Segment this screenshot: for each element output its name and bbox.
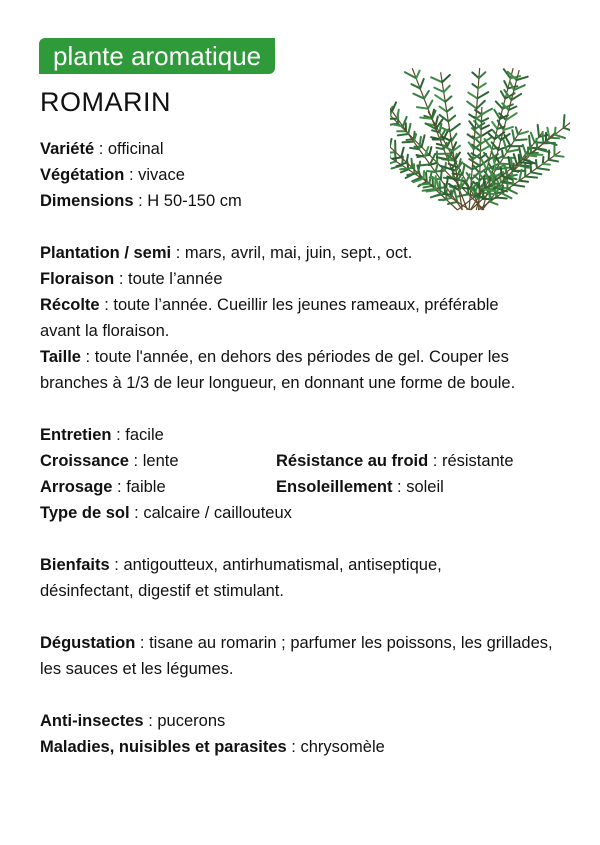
row-arrosage-ensoleillement [40,474,575,500]
field-floraison [40,266,575,292]
field-anti-insectes [40,708,575,734]
field-value: : officinal [94,140,164,158]
field-value: : vivace [124,166,185,184]
field-label: Bienfaits [40,556,110,574]
field-label: Variété [40,140,95,158]
field-value: : H 50-150 cm [133,192,242,210]
field-recolte [40,292,510,344]
field-value: : lente [128,452,179,470]
field-value: : mars, avril, mai, juin, sept., oct. [171,244,413,262]
field-entretien [40,422,575,448]
field-maladies [40,734,575,760]
field-variete [40,136,575,162]
field-value: : chrysomèle [286,738,385,756]
field-label: Arrosage [40,478,113,496]
field-label: Type de sol [40,504,130,522]
field-taille [40,344,560,396]
field-value: : calcaire / caillouteux [129,504,292,522]
field-label: Anti-insectes [40,712,144,730]
field-value: : faible [112,478,166,496]
field-label: Croissance [40,452,129,470]
field-degustation [40,630,560,682]
field-value: : toute l'année, en dehors des périodes de gel. Couper les branches à 1/3 de leur longueur, en donnant une forme de boule. [40,348,516,392]
field-value: : tisane au romarin ; parfumer les poissons, les grillades, les sauces et les légumes. [40,634,553,678]
field-plantation [40,240,575,266]
field-value: : toute l’année. Cueillir les jeunes rameaux, préférable avant la floraison. [40,296,499,340]
field-label: Taille [40,348,81,366]
field-value: : résistante [428,452,514,470]
field-value: : soleil [392,478,444,496]
field-dimensions [40,188,575,214]
field-bienfaits [40,552,520,604]
field-label: Floraison [40,270,115,288]
field-label: Résistance au froid [276,452,429,470]
field-value: : pucerons [143,712,226,730]
field-label: Dimensions [40,192,134,210]
field-sol [40,500,575,526]
field-label: Maladies, nuisibles et parasites [40,738,287,756]
field-croissance [40,448,179,474]
category-badge: plante aromatique [39,38,275,74]
field-label: Récolte [40,296,100,314]
field-value: : facile [111,426,164,444]
field-arrosage [40,474,166,500]
field-label: Dégustation [40,634,136,652]
field-resistance [276,448,514,474]
field-value: : antigoutteux, antirhumatismal, antiseptique, désinfectant, digestif et stimulant. [40,556,442,600]
page-title: ROMARIN [40,87,171,117]
field-ensoleillement [276,474,444,500]
field-vegetation [40,162,575,188]
field-label: Entretien [40,426,112,444]
field-value: : toute l’année [114,270,223,288]
row-croissance-resistance [40,448,575,474]
field-label: Ensoleillement [276,478,393,496]
field-label: Plantation / semi [40,244,172,262]
field-label: Végétation [40,166,125,184]
plant-info [40,136,575,760]
